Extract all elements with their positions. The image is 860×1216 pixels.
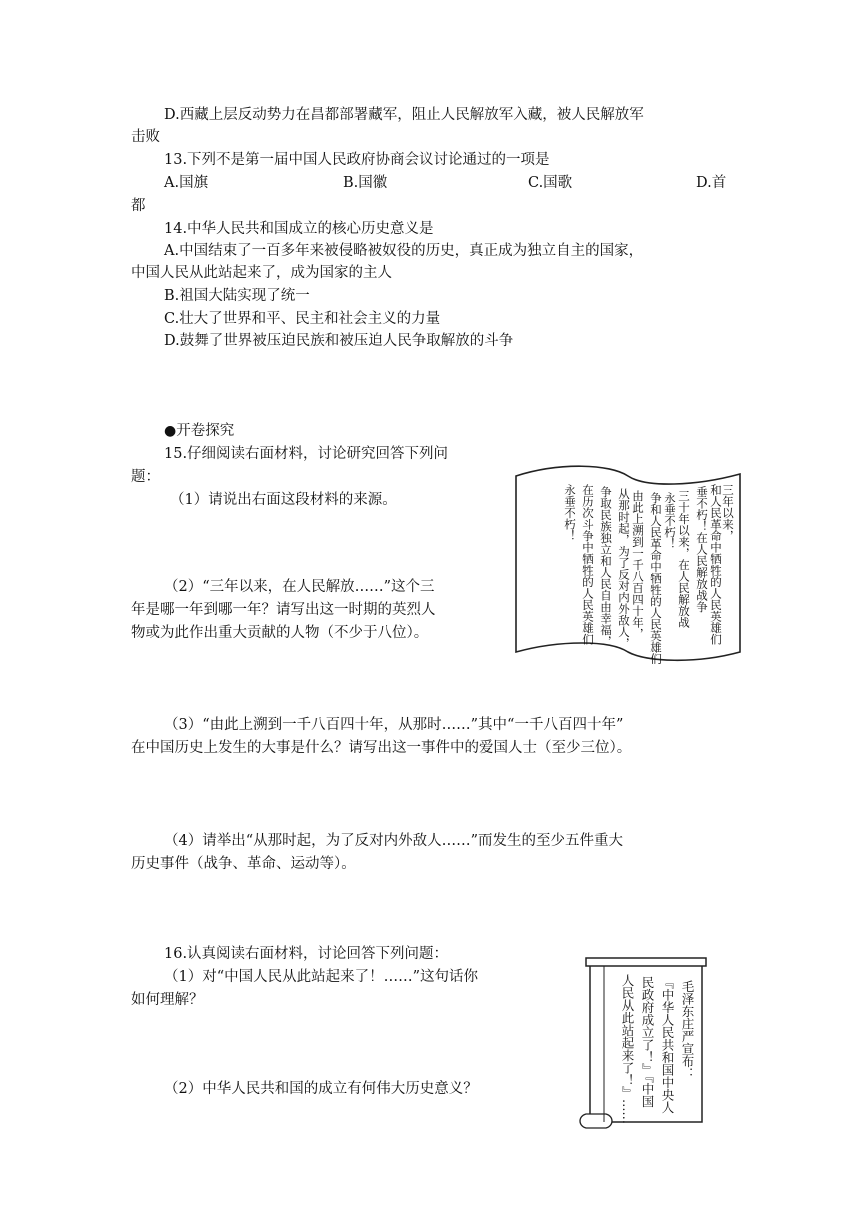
q16-sub1-line2: 如何理解？ xyxy=(131,992,204,1008)
q15-stem-line1: 15.仔细阅读右面材料，讨论研究回答下列问 xyxy=(164,446,449,462)
q16-material-col: 『中华人民共和国中央人 xyxy=(660,976,675,1114)
q15-material-col: 和人民革命中牺牲的人民英雄们 xyxy=(709,484,723,645)
q16-material-scroll xyxy=(576,944,712,1130)
q15-material-col: 由此上溯到一千八百四十年， xyxy=(631,490,645,640)
q16-material-col: 民政府成立了！』『中国 xyxy=(640,976,655,1108)
q13-option-d-wrap: 都 xyxy=(131,198,146,214)
q16-sub1-line1: （1）对“中国人民从此站起来了！……”这句话你 xyxy=(164,969,479,985)
q15-material-col: 永垂不朽！ xyxy=(663,492,677,550)
q15-stem-line2: 题： xyxy=(131,469,160,485)
q13-option-d: D.首 xyxy=(696,175,727,191)
q16-material-col: 人民从此站起来了！』…… xyxy=(620,974,635,1124)
q13-option-b: B.国徽 xyxy=(343,175,388,191)
q16-stem: 16.认真阅读右面材料，讨论回答下列问题： xyxy=(164,946,449,962)
q15-material-col: 在历次斗争中牺牲的人民英雄们 xyxy=(581,484,595,645)
q15-sub1: （1）请说出右面这段材料的来源。 xyxy=(170,492,397,508)
q14-stem: 14.中华人民共和国成立的核心历史意义是 xyxy=(164,221,434,237)
q15-material-col: 三年以来， xyxy=(721,484,735,542)
q15-material-col: 从那时起，为了反对内外敌人， xyxy=(617,488,631,649)
q15-material-col: 永垂不朽！ xyxy=(563,484,577,542)
q12-option-d-line1: D.西藏上层反动势力在昌都部署藏军，阻止人民解放军入藏，被人民解放军 xyxy=(164,107,644,123)
section-title: 开卷探究 xyxy=(176,423,235,439)
q15-sub4-line1: （4）请举出“从那时起，为了反对内外敌人……”而发生的至少五件重大 xyxy=(164,833,624,849)
q15-material-scroll xyxy=(510,462,746,664)
q15-sub3-line1: （3）“由此上溯到一千八百四十年，从那时……”其中“一千八百四十年” xyxy=(164,717,624,733)
q14-option-c: C.壮大了世界和平、民主和社会主义的力量 xyxy=(164,311,441,327)
q15-sub2-line3: 物或为此作出重大贡献的人物（不少于八位）。 xyxy=(131,625,429,641)
bullet-icon: ● xyxy=(164,423,177,439)
q14-option-d: D.鼓舞了世界被压迫民族和被压迫人民争取解放的斗争 xyxy=(164,333,514,349)
q13-option-a: A.国旗 xyxy=(164,175,209,191)
q13-option-c: C.国歌 xyxy=(528,175,573,191)
q15-material-col: 争和人民革命中牺牲的人民英雄们 xyxy=(649,492,663,665)
q16-sub2: （2）中华人民共和国的成立有何伟大历史意义？ xyxy=(164,1081,478,1097)
q14-option-a-line1: A.中国结束了一百多年来被侵略被奴役的历史，真正成为独立自主的国家， xyxy=(164,243,644,259)
q15-sub2-line2: 年是哪一年到哪一年？请写出这一时期的英烈人 xyxy=(131,602,436,618)
q15-sub2-line1: （2）“三年以来，在人民解放……”这个三 xyxy=(164,579,435,595)
q15-sub4-line2: 历史事件（战争、革命、运动等）。 xyxy=(131,856,356,872)
q15-material-col: 垂不朽！在人民解放战争 xyxy=(695,486,709,613)
q15-material-col: 争取民族独立和人民自由幸福， xyxy=(599,486,613,647)
section-heading xyxy=(164,420,234,442)
q14-option-b: B.祖国大陆实现了统一 xyxy=(164,288,310,304)
q13-stem: 13.下列不是第一届中国人民政府协商会议讨论通过的一项是 xyxy=(164,152,550,168)
q14-option-a-line2: 中国人民从此站起来了，成为国家的主人 xyxy=(131,265,392,281)
q16-material-col: 毛泽东庄严宣布： xyxy=(680,980,695,1080)
q15-sub3-line2: 在中国历史上发生的大事是什么？请写出这一事件中的爱国人士（至少三位）。 xyxy=(131,740,632,756)
q12-option-d-line2: 击败 xyxy=(131,129,160,145)
q15-material-col: 三十年以来，在人民解放战 xyxy=(677,490,691,628)
